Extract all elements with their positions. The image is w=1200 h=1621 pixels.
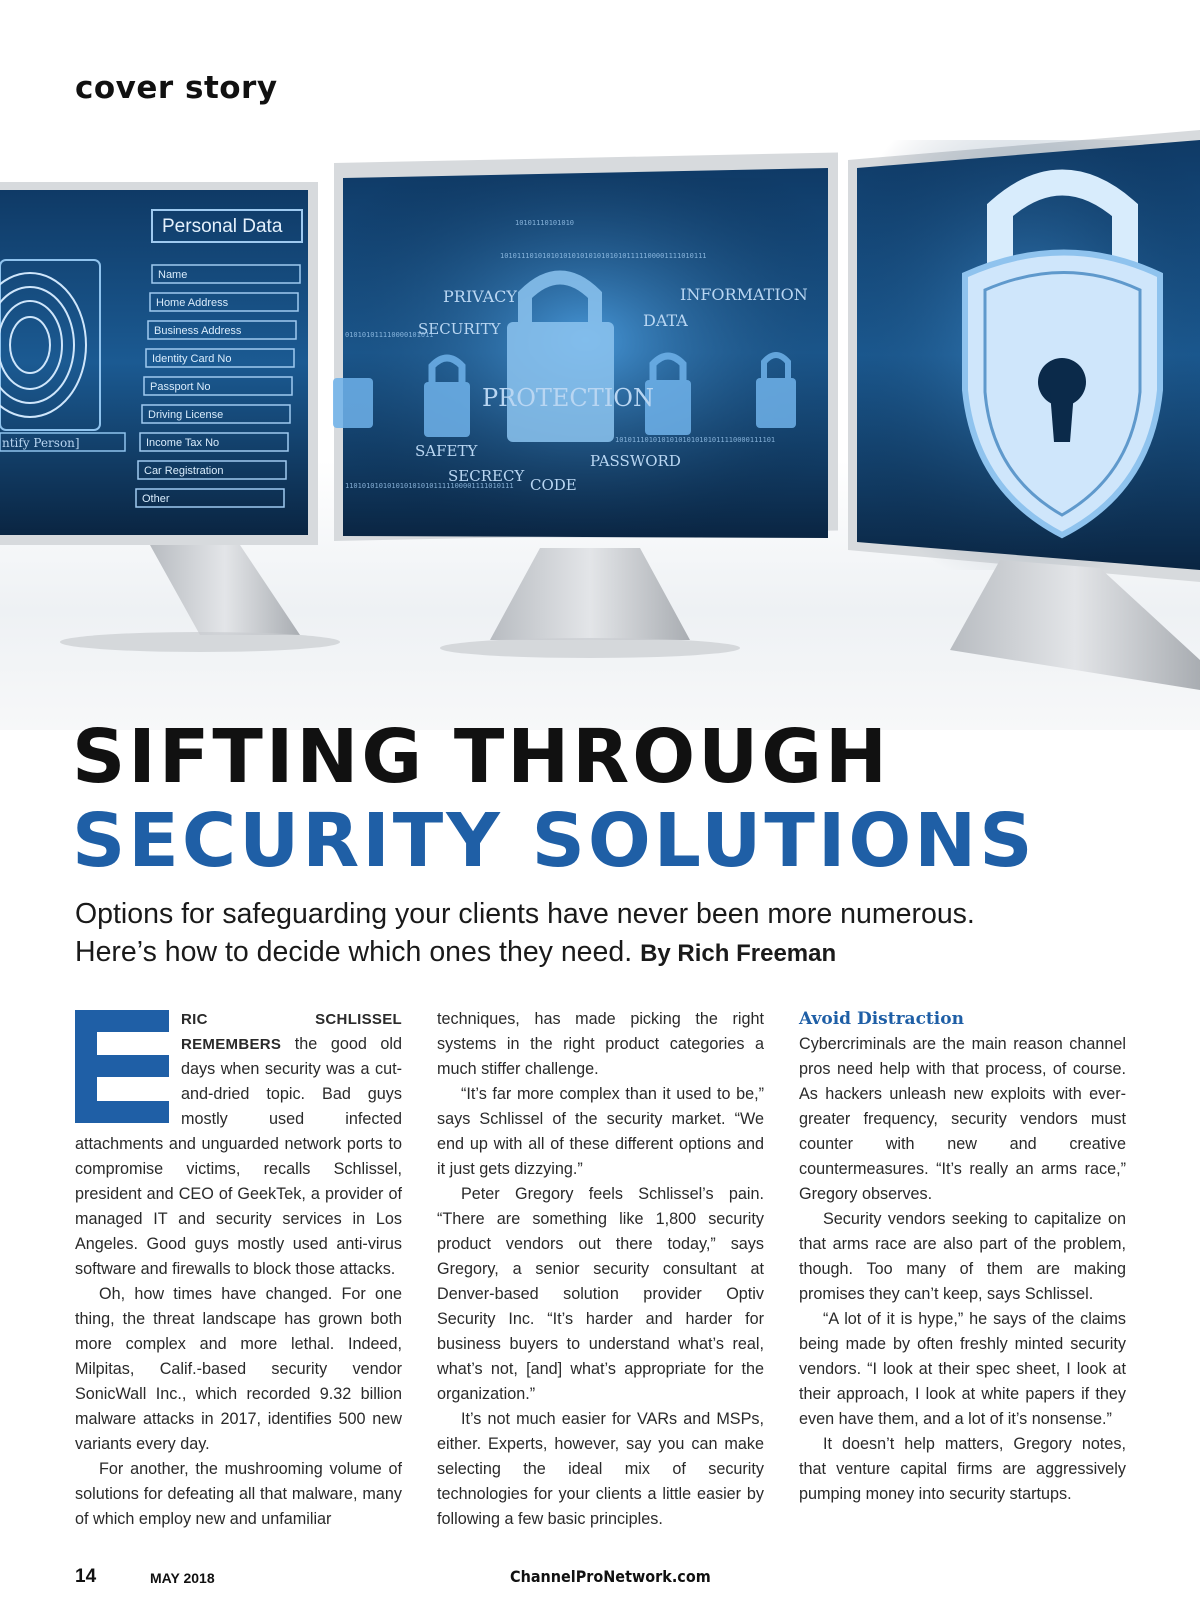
col2-paragraph-2: “It’s far more complex than it used to be,” says Schlissel of the security market. “We end up with all of these different options and it just gets dizzying.” bbox=[437, 1085, 764, 1178]
panel1-field-label: Driving License bbox=[148, 409, 224, 421]
page-number: 14 bbox=[75, 1566, 97, 1587]
article-column-1 bbox=[75, 1007, 402, 1532]
col3-paragraph-1: Cybercriminals are the main reason channel pros need help with that process, of course. As hackers unleash new exploits with ever-greater frequency, security vendors must counter with new and creative countermeasures. “It’s really an arms race,” Gregory observes. bbox=[799, 1035, 1126, 1203]
panel2-keyword: PASSWORD bbox=[590, 452, 681, 470]
dek bbox=[75, 895, 1155, 973]
section-label: cover story bbox=[75, 70, 278, 106]
col3-paragraph-2: Security vendors seeking to capitalize on that arms race are also part of the problem, though. Too many of them are making promises they can’t keep, says Schlissel. bbox=[799, 1210, 1126, 1303]
binary-text-3: 010101011110000101011 bbox=[345, 331, 434, 339]
issue-date: MAY 2018 bbox=[150, 1570, 215, 1586]
panel1-field-label: Name bbox=[158, 269, 188, 281]
binary-text-1: 10101110101010 bbox=[515, 219, 575, 227]
byline: By Rich Freeman bbox=[640, 940, 837, 967]
panel2-keyword: INFORMATION bbox=[680, 285, 808, 304]
hero-image bbox=[0, 130, 1200, 730]
dek-line-1: Options for safeguarding your clients have never been more numerous. bbox=[75, 898, 975, 930]
panel1-title: Personal Data bbox=[162, 216, 283, 237]
drop-cap-letter bbox=[75, 1010, 169, 1123]
panel2-keyword: SECRECY bbox=[448, 467, 525, 485]
panel2-keyword: PROTECTION bbox=[482, 384, 654, 412]
col1-paragraph-3: For another, the mushrooming volume of solutions for defeating all that malware, many of which employ new and unfamiliar bbox=[75, 1460, 402, 1528]
article-column-3 bbox=[799, 1007, 1126, 1507]
panel1-field-label: Income Tax No bbox=[146, 437, 220, 449]
headline bbox=[72, 714, 1152, 888]
monitors-illustration bbox=[0, 130, 1200, 730]
col2-paragraph-4: It’s not much easier for VARs and MSPs, either. Experts, however, say you can make selecting the ideal mix of security technologies for your clients a little easier by following a few basic principles. bbox=[437, 1410, 764, 1528]
binary-text-2: 1010111010101010101010101010101111100001111010111 bbox=[500, 252, 707, 260]
panel2-keyword: PRIVACY bbox=[443, 287, 517, 306]
headline-line-1: SIFTING THROUGH bbox=[72, 714, 890, 800]
col2-paragraph-3: Peter Gregory feels Schlissel’s pain. “There are something like 1,800 security product vendors out there today,” says Gregory, a senior security consultant at Denver-based solution provider Optiv Security Inc. “It’s harder and harder for business buyers to understand what’s real, what’s not, [and] what’s appropriate for the organization.” bbox=[437, 1185, 764, 1403]
binary-text-5: 1101010101010101010101111100001111010111 bbox=[345, 482, 514, 490]
site-url: ChannelProNetwork.com bbox=[510, 1567, 711, 1586]
panel1-field-label: Identity Card No bbox=[152, 353, 232, 365]
panel1-field-label: Home Address bbox=[156, 297, 229, 309]
subhead: Avoid Distraction bbox=[799, 1009, 964, 1029]
col2-paragraph-1: techniques, has made picking the right systems in the right product categories a much stiffer challenge. bbox=[437, 1010, 764, 1078]
col1-paragraph-1: the good old days when security was a cut-and-dried topic. Bad guys mostly used infected attachments and unguarded network ports to compromise victims, recalls Schlissel, president and CEO of GeekTek, a provider of managed IT and security services in Los Angeles. Good guys mostly used anti-virus software and firewalls to block those attacks. bbox=[75, 1035, 402, 1278]
article-column-2 bbox=[437, 1007, 764, 1532]
lead-in: RIC SCHLISSEL REMEMBERS bbox=[181, 1011, 402, 1053]
panel2-keyword: SAFETY bbox=[415, 442, 478, 460]
panel1-field-label: Car Registration bbox=[144, 465, 224, 477]
dek-line-2: Here’s how to decide which ones they need. bbox=[75, 936, 633, 968]
panel2-keyword: CODE bbox=[530, 476, 577, 494]
panel1-field-label: Passport No bbox=[150, 381, 211, 393]
headline-line-2: SECURITY SOLUTIONS bbox=[72, 798, 1036, 884]
col3-paragraph-3: “A lot of it is hype,” he says of the claims being made by often freshly minted security vendors. “I look at their spec sheet, I look at their approach, I look at white papers if they even have them, and a lot of it’s nonsense.” bbox=[799, 1310, 1126, 1428]
binary-text-4: 10101110101010101010101011110000111101 bbox=[615, 436, 776, 444]
col1-paragraph-2: Oh, how times have changed. For one thing, the threat landscape has grown both more complex and more lethal. Indeed, Milpitas, Calif.-based security vendor SonicWall Inc., which recorded 9.32 billion malware attacks in 2017, identifies 500 new variants every day. bbox=[75, 1285, 402, 1453]
panel2-keyword: SECURITY bbox=[418, 320, 501, 338]
panel1-side-label: ntify Person] bbox=[2, 436, 80, 450]
panel1-field-label: Other bbox=[142, 493, 170, 505]
panel2-keyword: DATA bbox=[643, 311, 688, 330]
col3-paragraph-4: It doesn’t help matters, Gregory notes, that venture capital firms are aggressively pumping money into security startups. bbox=[799, 1435, 1126, 1503]
drop-cap bbox=[75, 1010, 169, 1123]
panel1-field-label: Business Address bbox=[154, 325, 242, 337]
